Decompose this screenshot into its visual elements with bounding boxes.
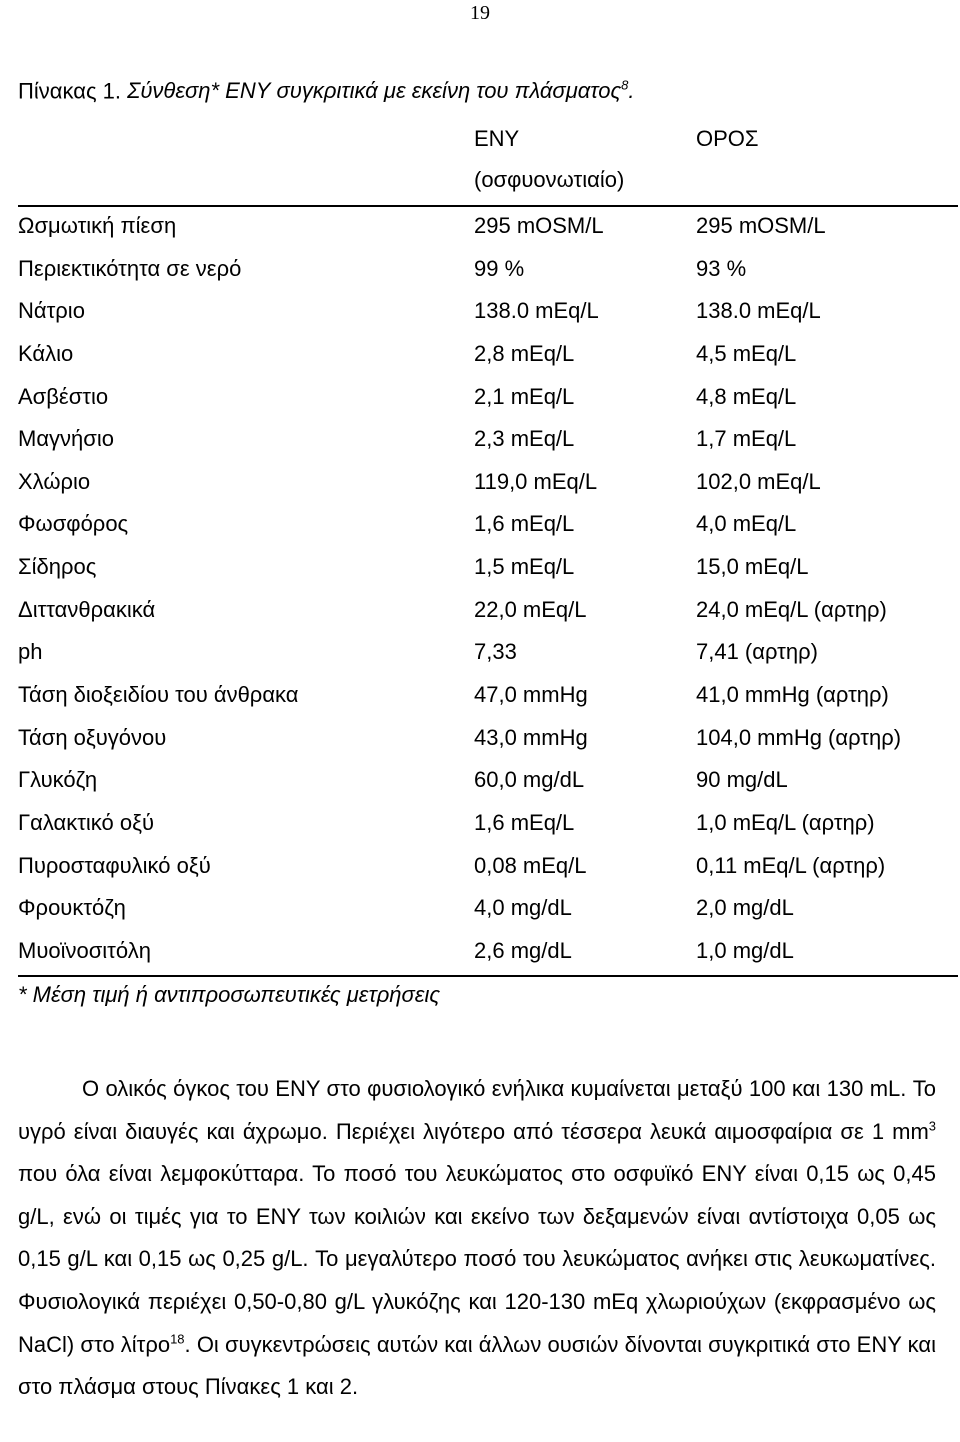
cell-substance: Γαλακτικό οξύ	[18, 809, 154, 835]
cell-serum-value: 1,0 mEq/L (αρτηρ)	[696, 809, 875, 835]
cell-eny-value: 1,6 mEq/L	[474, 809, 575, 835]
table-bottom-rule	[18, 975, 958, 977]
cell-eny-value: 1,6 mEq/L	[474, 511, 575, 537]
cell-serum-value: 102,0 mEq/L	[696, 468, 821, 494]
column-header-serum: ΟΡΟΣ	[696, 126, 759, 151]
table-row	[18, 885, 958, 928]
cell-substance: Σίδηρος	[18, 554, 97, 580]
table-row	[18, 246, 958, 289]
cell-substance: Κάλιο	[18, 340, 74, 366]
table-row	[18, 928, 958, 971]
cell-eny-value: 138.0 mEq/L	[474, 298, 599, 324]
cell-substance: Φρουκτόζη	[18, 895, 126, 921]
caption-reference: 8	[621, 78, 629, 93]
cell-serum-value: 41,0 mmHg (αρτηρ)	[696, 682, 889, 708]
table-body	[18, 203, 958, 971]
cell-eny-value: 43,0 mmHg	[474, 724, 588, 750]
page-number: 19	[470, 2, 490, 24]
cell-eny-value: 2,8 mEq/L	[474, 340, 575, 366]
column-header-eny-subtitle: (οσφυονωτιαίο)	[474, 167, 625, 192]
cell-substance: Πυροσταφυλικό οξύ	[18, 852, 211, 878]
cell-eny-value: 1,5 mEq/L	[474, 554, 575, 580]
table-row	[18, 203, 958, 246]
cell-serum-value: 4,8 mEq/L	[696, 383, 797, 409]
cell-substance: Μαγνήσιο	[18, 426, 114, 452]
cell-substance: Νάτριο	[18, 298, 85, 324]
cell-serum-value: 1,0 mg/dL	[696, 937, 794, 963]
cell-eny-value: 2,3 mEq/L	[474, 426, 575, 452]
table-row	[18, 672, 958, 715]
table-caption	[18, 78, 635, 104]
body-paragraph: Ο ολικός όγκος του ΕΝΥ στο φυσιολογικό ενήλικα κυμαίνεται μεταξύ 100 και 130 mL. Το υγρό είναι διαυγές και άχρωμο. Περιέχει λιγότερο από τέσσερα λευκά αιμοσφαίρια σε 1 $mm^3$ που όλα είναι λεμφοκύτταρα. Το ποσό του λευκώματος στο οσφυϊκό ΕΝΥ είναι 0,15 ως 0,45 g/L, ενώ οι τιμές για το ΕΝΥ των κοιλιών και εκείνο των δεξαμενών είναι αντίστοιχα 0,05 ως 0,15 g/L και 0,15 ως 0,25 g/L. Το μεγαλύτερο ποσό του λευκώματος ανήκει στις λευκωματίνες. Φυσιολογικά περιέχει 0,50-0,80 g/L γλυκόζης και 120-130 mEq χλωριούχων (εκφρασμένο ως NaCl) στο λίτρο$^{18}$. Οι συγκεντρώσεις αυτών και άλλων ουσιών δίνονται συγκριτικά στο ΕΝΥ και στο πλάσμα στους Πίνακες 1 και 2.	[18, 1076, 936, 1400]
cell-eny-value: 2,6 mg/dL	[474, 937, 572, 963]
cell-serum-value: 7,41 (αρτηρ)	[696, 639, 818, 665]
table-row	[18, 587, 958, 630]
table-row	[18, 501, 958, 544]
cell-eny-value: 47,0 mmHg	[474, 682, 588, 708]
cell-eny-value: 7,33	[474, 639, 517, 665]
cell-eny-value: 295 mOSM/L	[474, 213, 604, 238]
cell-eny-value: 99 %	[474, 255, 525, 281]
cell-substance: Ασβέστιο	[18, 383, 109, 409]
table-row	[18, 544, 958, 587]
cell-serum-value: 138.0 mEq/L	[696, 298, 821, 324]
table-row	[18, 331, 958, 374]
table-footnote: * Μέση τιμή ή αντιπροσωπευτικές μετρήσεις	[18, 982, 441, 1007]
cell-serum-value: 0,11 mEq/L (αρτηρ)	[696, 852, 886, 878]
cell-substance: Διττανθρακικά	[18, 596, 156, 622]
column-header-eny: ΕΝΥ	[474, 126, 520, 151]
cell-serum-value: 1,7 mEq/L	[696, 426, 797, 452]
cell-substance: Περιεκτικότητα σε νερό	[18, 255, 242, 281]
table-row	[18, 288, 958, 331]
cell-substance: Τάση διοξειδίου του άνθρακα	[18, 682, 299, 708]
cell-substance: Τάση οξυγόνου	[18, 724, 167, 750]
citation-reference: 18	[170, 1331, 185, 1347]
cell-eny-value: 4,0 mg/dL	[474, 895, 572, 921]
table-row	[18, 416, 958, 459]
cell-serum-value: 4,5 mEq/L	[696, 340, 797, 366]
table-row	[18, 757, 958, 800]
table-row	[18, 374, 958, 417]
cell-serum-value: 24,0 mEq/L (αρτηρ)	[696, 596, 887, 622]
table-row	[18, 715, 958, 758]
cell-substance: Μυοϊνοσιτόλη	[18, 937, 151, 963]
cell-serum-value: 104,0 mmHg (αρτηρ)	[696, 724, 902, 750]
cell-eny-value: 60,0 mg/dL	[474, 767, 585, 793]
superscript-cubic: 3	[928, 1118, 936, 1134]
cell-serum-value: 93 %	[696, 255, 747, 281]
cell-serum-value: 90 mg/dL	[696, 767, 788, 793]
cell-eny-value: 0,08 mEq/L	[474, 852, 587, 878]
cell-eny-value: 119,0 mEq/L	[474, 468, 598, 494]
cell-serum-value: 4,0 mEq/L	[696, 511, 797, 537]
cell-serum-value: 2,0 mg/dL	[696, 895, 794, 921]
table-row	[18, 800, 958, 843]
cell-serum-value: 295 mOSM/L	[696, 213, 826, 238]
table-caption-label: Πίνακας 1.	[18, 78, 122, 104]
cell-eny-value: 2,1 mEq/L	[474, 383, 575, 409]
cell-substance: Γλυκόζη	[18, 767, 98, 793]
cell-serum-value: 15,0 mEq/L	[696, 554, 809, 580]
cell-substance: Φωσφόρος	[18, 511, 129, 537]
cell-eny-value: 22,0 mEq/L	[474, 596, 587, 622]
cell-substance: Χλώριο	[18, 468, 91, 494]
cell-substance: ph	[18, 639, 43, 665]
table-caption-text: Σύνθεση* ΕΝΥ συγκριτικά με εκείνη του πλάσματος$^8$.	[127, 78, 635, 104]
cell-substance: Ωσμωτική πίεση	[18, 213, 177, 238]
table-row	[18, 843, 958, 886]
table-row	[18, 629, 958, 672]
table-row	[18, 459, 958, 502]
